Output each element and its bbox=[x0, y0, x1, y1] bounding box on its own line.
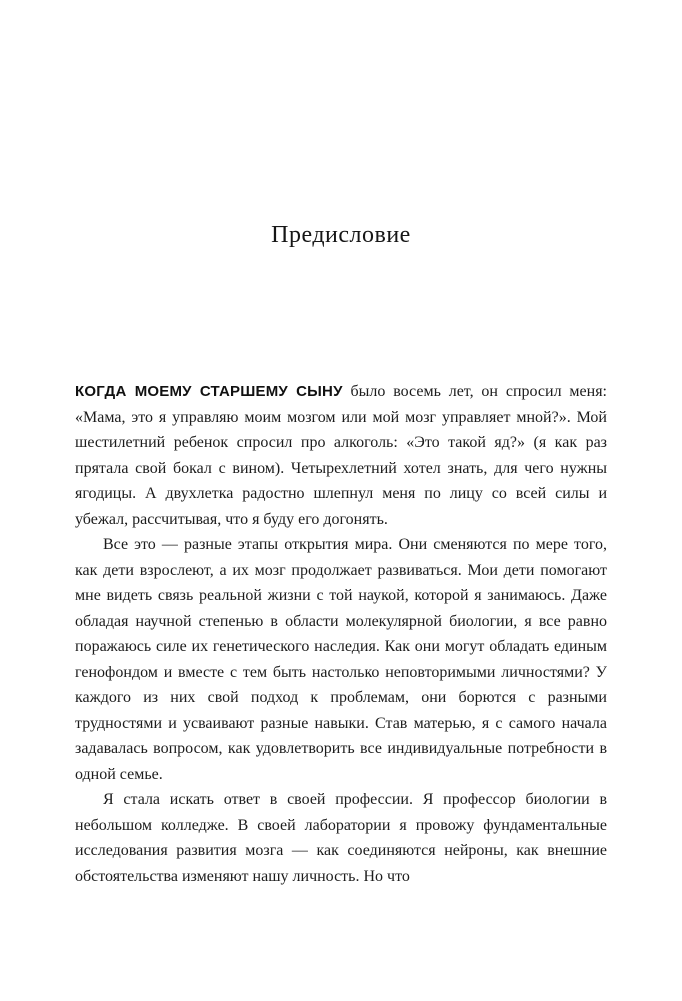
paragraph: Все это — разные этапы открытия мира. Они сменяются по мере того, как дети взрослеют, а их мозг продолжает развиваться. Мои дети помогают мне видеть связь реальной жизни с той наукой, которой я занимаюсь. Даже обладая научной степенью в области молекулярной биологии, я все равно поражаюсь силе их генетического наследия. Как они могут обладать единым генофондом и вместе с тем быть настолько неповторимыми личностями? У каждого из них свой подход к проблемам, они борются с разными трудностями и усваивают разные навыки. Став матерью, я с самого начала задавалась вопросом, как удовлетворить все индивидуальные потребности в одной семье. bbox=[75, 536, 607, 783]
chapter-title: Предисловие bbox=[271, 222, 411, 248]
paragraph-text: было восемь лет, он спросил меня: «Мама, это я управляю моим мозгом или мой мозг управляет мной?». Мой шестилетний ребенок спросил про алкоголь: «Это такой яд?» (я как раз прятала свой бокал с вином). Четырехлетний хотел знать, для чего нужны ягодицы. А двухлетка радостно шлепнул меня по лицу со всей силы и убежал, рассчитывая, что я буду его догонять. bbox=[75, 383, 607, 528]
body-text bbox=[75, 379, 607, 889]
paragraph bbox=[75, 379, 607, 532]
paragraph: Я стала искать ответ в своей профессии. Я профессор биологии в небольшом колледже. В своей лаборатории я провожу фундаментальные исследования развития мозга — как соединяются нейроны, как внешние обстоятельства изменяют нашу личность. Но что bbox=[75, 791, 607, 885]
paragraph-lead-in: КОГДА МОЕМУ СТАРШЕМУ СЫНУ bbox=[75, 383, 343, 400]
